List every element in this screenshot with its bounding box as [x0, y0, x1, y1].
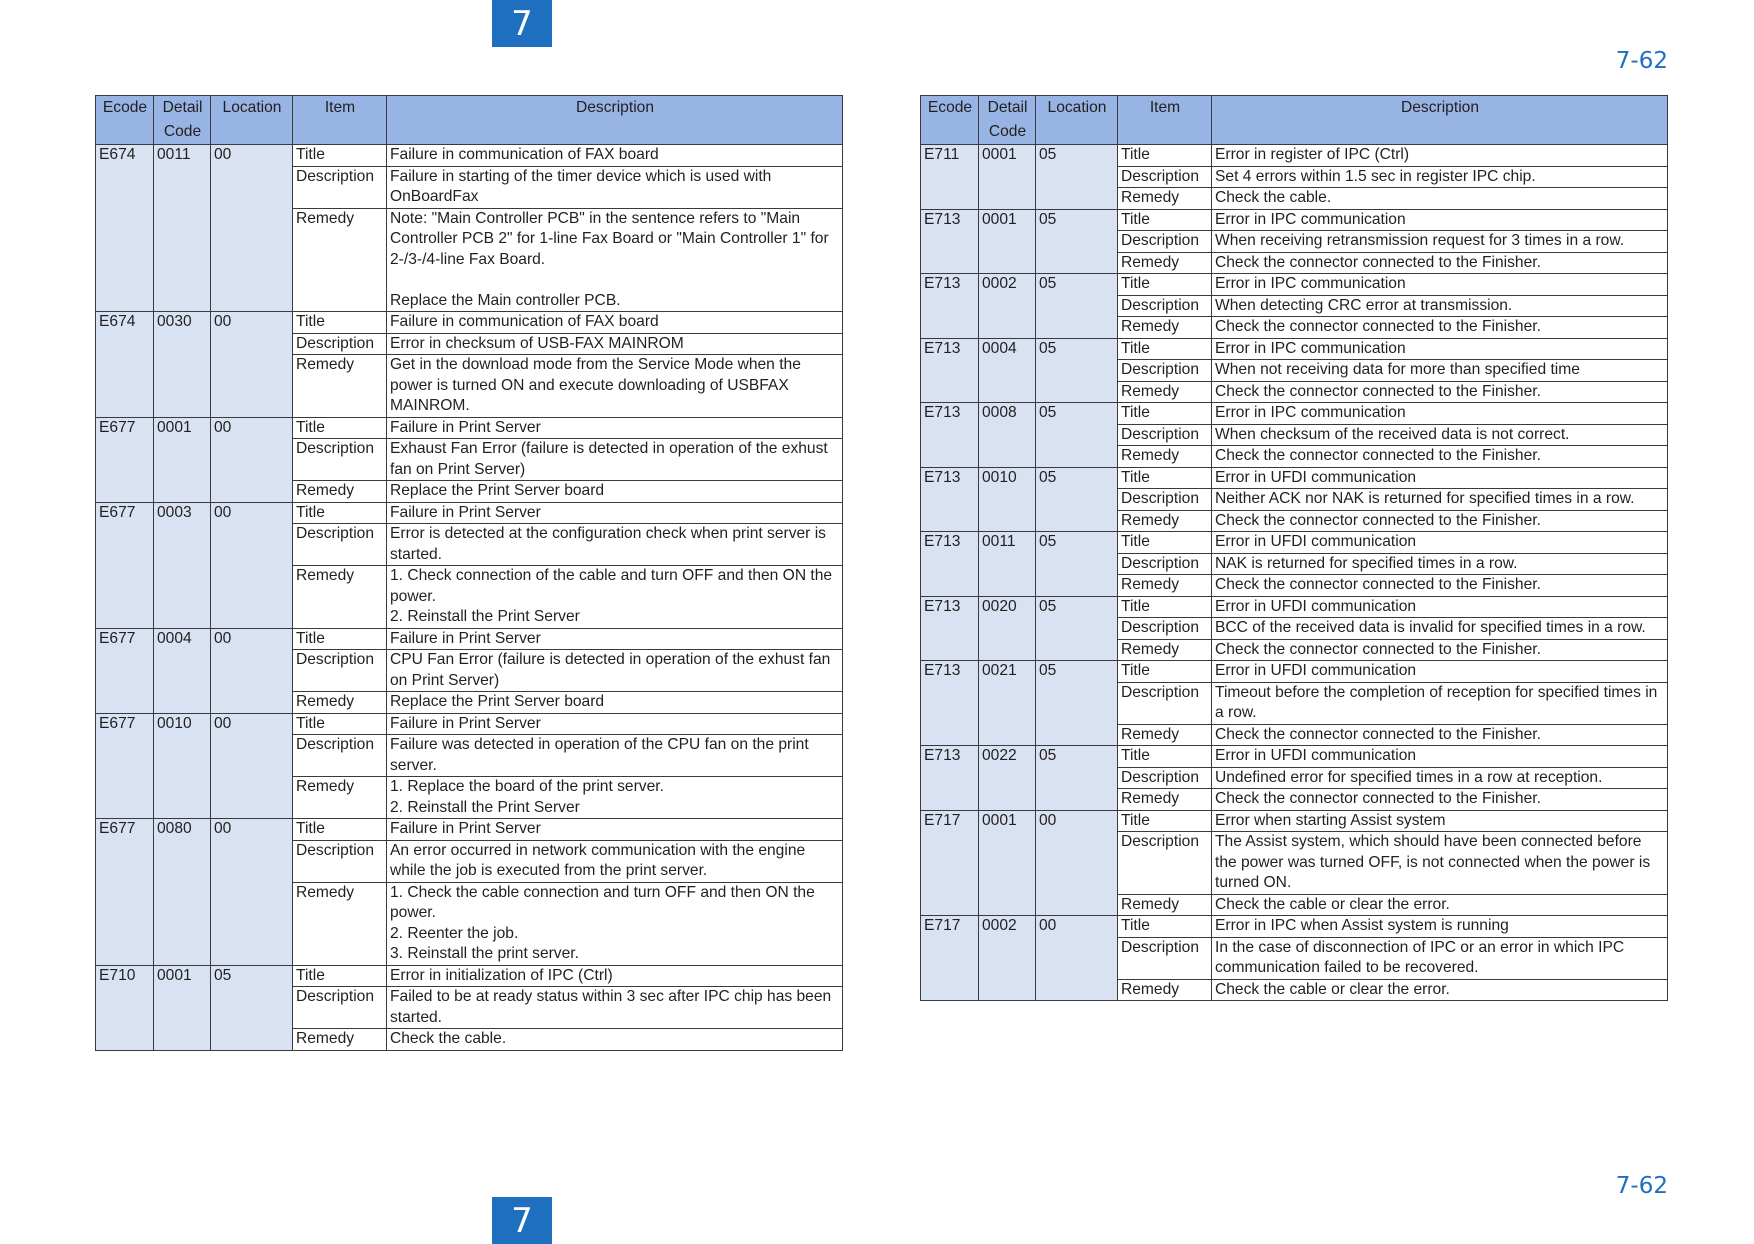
location-cell: 05	[1036, 661, 1118, 746]
error-code-table-right	[920, 95, 1668, 1001]
ecode-cell: E674	[96, 312, 154, 418]
ecode-cell: E713	[921, 467, 979, 532]
table-row	[921, 916, 1668, 938]
item-cell: Title	[1118, 532, 1212, 554]
description-cell: Failure in Print Server	[387, 713, 843, 735]
item-cell: Title	[1118, 145, 1212, 167]
description-cell: When detecting CRC error at transmission.	[1212, 295, 1668, 317]
location-cell: 00	[211, 502, 293, 628]
detail-code-cell: 0010	[154, 713, 211, 819]
description-cell: Error in UFDI communication	[1212, 661, 1668, 683]
item-cell: Title	[1118, 338, 1212, 360]
description-cell: Get in the download mode from the Service Mode when the power is turned ON and execute downloading of USBFAX MAINROM.	[387, 355, 843, 418]
detail-code-cell: 0001	[979, 209, 1036, 274]
description-cell: Error in IPC communication	[1212, 403, 1668, 425]
description-cell: Failed to be at ready status within 3 sec after IPC chip has been started.	[387, 987, 843, 1029]
description-cell: Check the connector connected to the Finisher.	[1212, 317, 1668, 339]
item-cell: Description	[1118, 166, 1212, 188]
item-cell: Remedy	[1118, 979, 1212, 1001]
header-description: Description	[1212, 96, 1668, 145]
table-row	[96, 965, 843, 987]
item-cell: Remedy	[293, 882, 387, 965]
ecode-cell: E713	[921, 661, 979, 746]
location-cell: 00	[1036, 810, 1118, 916]
description-cell: Failure in Print Server	[387, 628, 843, 650]
detail-code-cell: 0030	[154, 312, 211, 418]
item-cell: Description	[293, 333, 387, 355]
ecode-cell: E713	[921, 746, 979, 811]
page-number: 7-62	[1615, 48, 1668, 74]
description-cell: Error in checksum of USB-FAX MAINROM	[387, 333, 843, 355]
item-cell: Title	[1118, 467, 1212, 489]
description-cell: Error in UFDI communication	[1212, 596, 1668, 618]
ecode-cell: E713	[921, 209, 979, 274]
detail-code-cell: 0011	[979, 532, 1036, 597]
table-row	[921, 532, 1668, 554]
detail-code-cell: 0004	[154, 628, 211, 713]
item-cell: Title	[1118, 746, 1212, 768]
description-cell: Replace the Print Server board	[387, 481, 843, 503]
description-cell: Check the connector connected to the Finisher.	[1212, 724, 1668, 746]
item-cell: Description	[1118, 424, 1212, 446]
location-cell: 00	[211, 819, 293, 966]
item-cell: Title	[1118, 274, 1212, 296]
item-cell: Title	[1118, 209, 1212, 231]
item-cell: Remedy	[293, 777, 387, 819]
ecode-cell: E717	[921, 810, 979, 916]
description-cell: Error in UFDI communication	[1212, 532, 1668, 554]
description-cell: An error occurred in network communication with the engine while the job is executed from the print server.	[387, 840, 843, 882]
location-cell: 00	[1036, 916, 1118, 1001]
item-cell: Remedy	[1118, 575, 1212, 597]
item-cell: Remedy	[1118, 252, 1212, 274]
ecode-cell: E710	[96, 965, 154, 1050]
item-cell: Remedy	[293, 208, 387, 312]
item-cell: Title	[1118, 916, 1212, 938]
description-cell: Error in initialization of IPC (Ctrl)	[387, 965, 843, 987]
description-cell: Note: "Main Controller PCB" in the sentence refers to "Main Controller PCB 2" for 1-line Fax Board or "Main Controller 1" for 2-/3-/4-line Fax Board. Replace the Main controller PCB.	[387, 208, 843, 312]
location-cell: 00	[211, 713, 293, 819]
detail-code-cell: 0002	[979, 274, 1036, 339]
header-ecode: Ecode	[96, 96, 154, 145]
item-cell: Remedy	[1118, 446, 1212, 468]
description-cell: Exhaust Fan Error (failure is detected in operation of the exhust fan on Print Server)	[387, 439, 843, 481]
location-cell: 00	[211, 145, 293, 312]
ecode-cell: E677	[96, 628, 154, 713]
description-cell: Error in UFDI communication	[1212, 746, 1668, 768]
description-cell: Error in UFDI communication	[1212, 467, 1668, 489]
item-cell: Description	[1118, 360, 1212, 382]
location-cell: 05	[1036, 274, 1118, 339]
item-cell: Remedy	[1118, 894, 1212, 916]
chapter-tab: 7	[492, 0, 552, 47]
location-cell: 05	[1036, 338, 1118, 403]
header-location: Location	[211, 96, 293, 145]
description-cell: Failure in communication of FAX board	[387, 145, 843, 167]
detail-code-cell: 0011	[154, 145, 211, 312]
description-cell: Failure in Print Server	[387, 417, 843, 439]
description-cell: Check the connector connected to the Finisher.	[1212, 510, 1668, 532]
detail-code-cell: 0020	[979, 596, 1036, 661]
detail-code-cell: 0004	[979, 338, 1036, 403]
item-cell: Description	[293, 987, 387, 1029]
item-cell: Title	[1118, 403, 1212, 425]
description-cell: Error in register of IPC (Ctrl)	[1212, 145, 1668, 167]
item-cell: Remedy	[1118, 188, 1212, 210]
description-cell: Error is detected at the configuration check when print server is started.	[387, 524, 843, 566]
item-cell: Remedy	[1118, 789, 1212, 811]
item-cell: Description	[1118, 489, 1212, 511]
detail-code-cell: 0003	[154, 502, 211, 628]
table-row	[96, 819, 843, 841]
item-cell: Description	[293, 735, 387, 777]
table-header-row	[921, 96, 1668, 145]
description-cell: Error in IPC when Assist system is running	[1212, 916, 1668, 938]
ecode-cell: E677	[96, 417, 154, 502]
item-cell: Title	[293, 628, 387, 650]
location-cell: 00	[211, 417, 293, 502]
ecode-cell: E677	[96, 819, 154, 966]
description-cell: Neither ACK nor NAK is returned for specified times in a row.	[1212, 489, 1668, 511]
ecode-cell: E717	[921, 916, 979, 1001]
table-row	[921, 661, 1668, 683]
header-location: Location	[1036, 96, 1118, 145]
item-cell: Description	[1118, 937, 1212, 979]
table-row	[921, 810, 1668, 832]
description-cell: NAK is returned for specified times in a row.	[1212, 553, 1668, 575]
item-cell: Remedy	[293, 355, 387, 418]
description-cell: Error in IPC communication	[1212, 209, 1668, 231]
header-detail-code: Detail Code	[979, 96, 1036, 145]
item-cell: Remedy	[293, 692, 387, 714]
chapter-tab-footer: 7	[492, 1197, 552, 1244]
table-row	[96, 417, 843, 439]
ecode-cell: E674	[96, 145, 154, 312]
item-cell: Description	[293, 439, 387, 481]
item-cell: Remedy	[1118, 317, 1212, 339]
item-cell: Description	[1118, 295, 1212, 317]
description-cell: Failure was detected in operation of the CPU fan on the print server.	[387, 735, 843, 777]
item-cell: Title	[1118, 661, 1212, 683]
table-row	[96, 312, 843, 334]
item-cell: Description	[1118, 682, 1212, 724]
item-cell: Title	[293, 819, 387, 841]
description-cell: When not receiving data for more than specified time	[1212, 360, 1668, 382]
description-cell: Check the cable or clear the error.	[1212, 979, 1668, 1001]
description-cell: Check the cable.	[1212, 188, 1668, 210]
detail-code-cell: 0080	[154, 819, 211, 966]
item-cell: Description	[293, 166, 387, 208]
ecode-cell: E677	[96, 502, 154, 628]
description-cell: Check the connector connected to the Finisher.	[1212, 639, 1668, 661]
item-cell: Description	[1118, 767, 1212, 789]
item-cell: Title	[293, 312, 387, 334]
description-cell: Check the cable.	[387, 1029, 843, 1051]
item-cell: Remedy	[1118, 724, 1212, 746]
detail-code-cell: 0001	[154, 965, 211, 1050]
item-cell: Description	[293, 650, 387, 692]
description-cell: Set 4 errors within 1.5 sec in register IPC chip.	[1212, 166, 1668, 188]
header-detail-code: Detail Code	[154, 96, 211, 145]
table-row	[921, 467, 1668, 489]
location-cell: 05	[1036, 403, 1118, 468]
ecode-cell: E713	[921, 403, 979, 468]
location-cell: 05	[1036, 532, 1118, 597]
header-item: Item	[293, 96, 387, 145]
ecode-cell: E713	[921, 338, 979, 403]
location-cell: 05	[1036, 145, 1118, 210]
description-cell: Error when starting Assist system	[1212, 810, 1668, 832]
item-cell: Remedy	[293, 566, 387, 629]
location-cell: 05	[1036, 746, 1118, 811]
description-cell: Error in IPC communication	[1212, 338, 1668, 360]
item-cell: Description	[1118, 618, 1212, 640]
error-code-table-left	[95, 95, 843, 1051]
item-cell: Title	[293, 502, 387, 524]
item-cell: Description	[293, 840, 387, 882]
description-cell: Undefined error for specified times in a row at reception.	[1212, 767, 1668, 789]
table-header-row	[96, 96, 843, 145]
table-row	[96, 145, 843, 167]
detail-code-cell: 0001	[979, 145, 1036, 210]
table-row	[921, 274, 1668, 296]
description-cell: Check the connector connected to the Finisher.	[1212, 381, 1668, 403]
description-cell: Error in IPC communication	[1212, 274, 1668, 296]
detail-code-cell: 0008	[979, 403, 1036, 468]
header-ecode: Ecode	[921, 96, 979, 145]
description-cell: Timeout before the completion of reception for specified times in a row.	[1212, 682, 1668, 724]
table-row	[921, 403, 1668, 425]
description-cell: In the case of disconnection of IPC or an error in which IPC communication failed to be recovered.	[1212, 937, 1668, 979]
description-cell: Failure in Print Server	[387, 502, 843, 524]
table-row	[96, 628, 843, 650]
location-cell: 00	[211, 312, 293, 418]
ecode-cell: E713	[921, 596, 979, 661]
ecode-cell: E711	[921, 145, 979, 210]
location-cell: 05	[1036, 467, 1118, 532]
description-cell: Failure in Print Server	[387, 819, 843, 841]
description-cell: Check the connector connected to the Finisher.	[1212, 252, 1668, 274]
detail-code-cell: 0010	[979, 467, 1036, 532]
description-cell: Replace the Print Server board	[387, 692, 843, 714]
ecode-cell: E713	[921, 274, 979, 339]
table-row	[921, 209, 1668, 231]
description-cell: Check the connector connected to the Finisher.	[1212, 575, 1668, 597]
item-cell: Description	[293, 524, 387, 566]
table-row	[921, 338, 1668, 360]
description-cell: Check the connector connected to the Finisher.	[1212, 789, 1668, 811]
item-cell: Remedy	[1118, 639, 1212, 661]
description-cell: BCC of the received data is invalid for specified times in a row.	[1212, 618, 1668, 640]
detail-code-cell: 0002	[979, 916, 1036, 1001]
location-cell: 00	[211, 628, 293, 713]
item-cell: Title	[293, 145, 387, 167]
item-cell: Remedy	[293, 1029, 387, 1051]
table-row	[96, 502, 843, 524]
location-cell: 05	[1036, 596, 1118, 661]
item-cell: Title	[293, 417, 387, 439]
description-cell: 1. Replace the board of the print server. 2. Reinstall the Print Server	[387, 777, 843, 819]
description-cell: Failure in starting of the timer device which is used with OnBoardFax	[387, 166, 843, 208]
item-cell: Title	[1118, 810, 1212, 832]
location-cell: 05	[1036, 209, 1118, 274]
detail-code-cell: 0022	[979, 746, 1036, 811]
description-cell: When receiving retransmission request for 3 times in a row.	[1212, 231, 1668, 253]
table-row	[96, 713, 843, 735]
item-cell: Remedy	[293, 481, 387, 503]
item-cell: Remedy	[1118, 381, 1212, 403]
description-cell: 1. Check connection of the cable and turn OFF and then ON the power. 2. Reinstall the Print Server	[387, 566, 843, 629]
table-row	[921, 596, 1668, 618]
item-cell: Title	[293, 965, 387, 987]
item-cell: Title	[1118, 596, 1212, 618]
description-cell: When checksum of the received data is not correct.	[1212, 424, 1668, 446]
description-cell: CPU Fan Error (failure is detected in operation of the exhust fan on Print Server)	[387, 650, 843, 692]
description-cell: 1. Check the cable connection and turn OFF and then ON the power. 2. Reenter the job. 3. Reinstall the print server.	[387, 882, 843, 965]
location-cell: 05	[211, 965, 293, 1050]
description-cell: Check the connector connected to the Finisher.	[1212, 446, 1668, 468]
description-cell: The Assist system, which should have been connected before the power was turned OFF, is not connected when the power is turned ON.	[1212, 832, 1668, 895]
item-cell: Description	[1118, 832, 1212, 895]
description-cell: Check the cable or clear the error.	[1212, 894, 1668, 916]
detail-code-cell: 0001	[154, 417, 211, 502]
detail-code-cell: 0001	[979, 810, 1036, 916]
ecode-cell: E677	[96, 713, 154, 819]
ecode-cell: E713	[921, 532, 979, 597]
detail-code-cell: 0021	[979, 661, 1036, 746]
table-row	[921, 746, 1668, 768]
item-cell: Description	[1118, 553, 1212, 575]
page-number-footer: 7-62	[1615, 1173, 1668, 1199]
description-cell: Failure in communication of FAX board	[387, 312, 843, 334]
header-description: Description	[387, 96, 843, 145]
item-cell: Description	[1118, 231, 1212, 253]
item-cell: Remedy	[1118, 510, 1212, 532]
item-cell: Title	[293, 713, 387, 735]
table-row	[921, 145, 1668, 167]
header-item: Item	[1118, 96, 1212, 145]
